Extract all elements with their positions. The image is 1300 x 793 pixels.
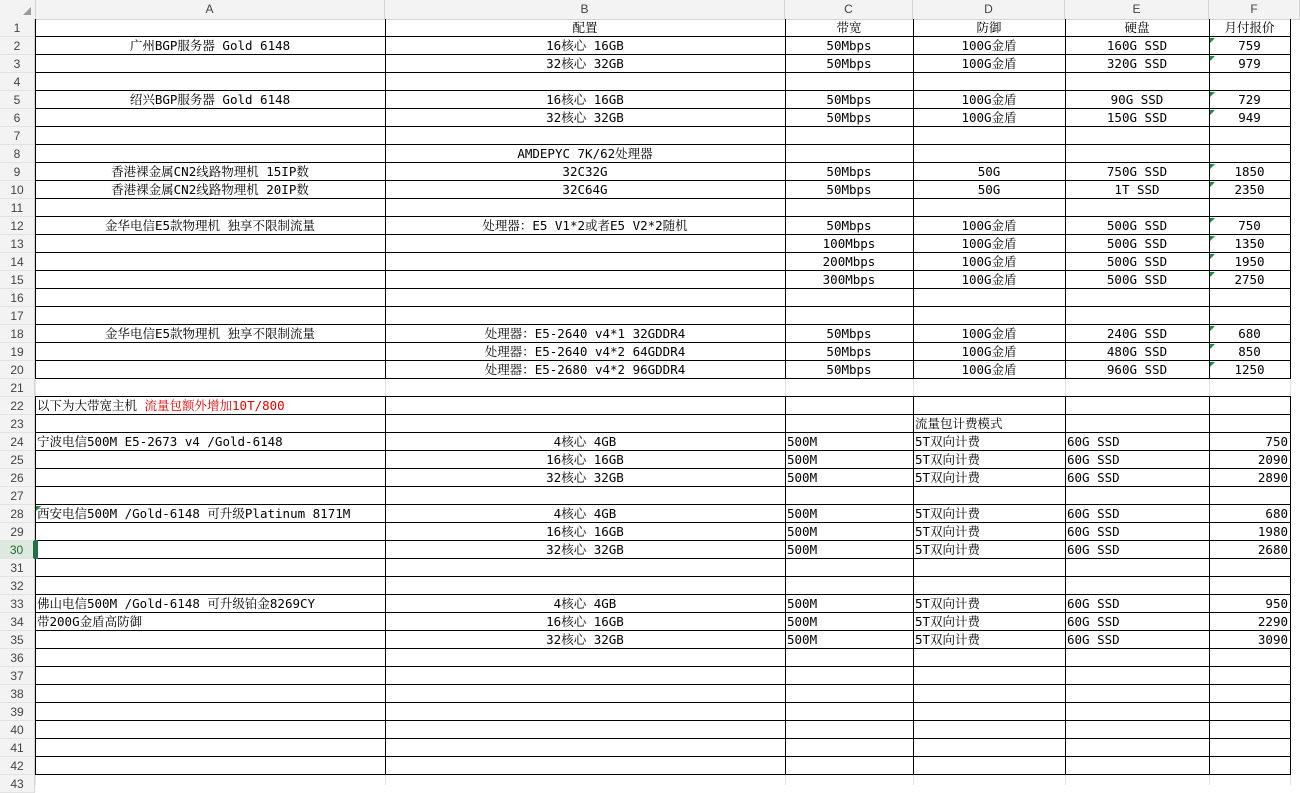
row-header-28[interactable]: 28: [0, 505, 35, 523]
cell-c34[interactable]: 500M: [787, 614, 818, 629]
cell-e25[interactable]: 60G SSD: [1067, 452, 1120, 467]
cell-d9[interactable]: 50G: [977, 164, 1001, 179]
cell-b19[interactable]: 处理器：E5-2640 v4*2 64GDDR4: [484, 344, 686, 359]
header-b: 配置: [572, 20, 598, 35]
cell-d3[interactable]: 100G金盾: [961, 56, 1017, 71]
cell-c24[interactable]: 500M: [787, 434, 818, 449]
cell-border: [1290, 19, 1291, 379]
row-header-42[interactable]: 42: [0, 757, 35, 775]
header-e: 硬盘: [1124, 20, 1150, 35]
row-header-15[interactable]: 15: [0, 271, 35, 289]
cell-border: [35, 738, 1291, 739]
cell-border: [35, 306, 1291, 307]
cell-e18[interactable]: 240G SSD: [1106, 326, 1168, 341]
row-header-29[interactable]: 29: [0, 523, 35, 541]
cell-e2[interactable]: 160G SSD: [1106, 38, 1168, 53]
cell-d12[interactable]: 100G金盾: [961, 218, 1017, 233]
cell-d13[interactable]: 100G金盾: [961, 236, 1017, 251]
row-header-9[interactable]: 9: [0, 163, 35, 181]
cell-d25[interactable]: 5T双向计费: [915, 452, 981, 467]
cell-d18[interactable]: 100G金盾: [961, 326, 1017, 341]
cell-b24[interactable]: 4核心 4GB: [553, 434, 617, 449]
row-header-39[interactable]: 39: [0, 703, 35, 721]
cell-b33[interactable]: 4核心 4GB: [553, 596, 617, 611]
cell-d35[interactable]: 5T双向计费: [915, 632, 981, 647]
cell-e29[interactable]: 60G SSD: [1067, 524, 1120, 539]
cell-b8[interactable]: AMDEPYC 7K/62处理器: [517, 146, 653, 161]
cell-indicator: [36, 506, 41, 511]
cell-b25[interactable]: 16核心 16GB: [546, 452, 624, 467]
row-header-16[interactable]: 16: [0, 289, 35, 307]
header-d: 防御: [976, 20, 1002, 35]
cell-a22[interactable]: [35, 397, 285, 415]
row-header-3[interactable]: 3: [0, 55, 35, 73]
cell-d33[interactable]: 5T双向计费: [915, 596, 981, 611]
row-header-22[interactable]: 22: [0, 397, 35, 415]
cell-a34[interactable]: 带200G金盾高防御: [37, 614, 143, 629]
column-header-a[interactable]: A: [35, 0, 385, 19]
cell-c30[interactable]: 500M: [787, 542, 818, 557]
cell-f6[interactable]: 949: [1238, 110, 1261, 125]
row-header-19[interactable]: 19: [0, 343, 35, 361]
cell-b29[interactable]: 16核心 16GB: [546, 524, 624, 539]
cell-f13[interactable]: 1350: [1234, 236, 1265, 251]
cell-border: [1290, 396, 1291, 775]
cell-c12[interactable]: 50Mbps: [826, 218, 872, 233]
cell-d23[interactable]: 流量包计费模式: [915, 416, 1003, 431]
number-stored-as-text-indicator: [1210, 236, 1215, 241]
cell-c3[interactable]: 50Mbps: [826, 56, 872, 71]
cell-f29[interactable]: 1980: [1257, 524, 1288, 539]
number-stored-as-text-indicator: [1210, 38, 1215, 43]
cell-c10[interactable]: 50Mbps: [826, 182, 872, 197]
cell-a5[interactable]: 绍兴BGP服务器 Gold 6148: [129, 92, 291, 107]
column-header-c[interactable]: C: [785, 0, 913, 19]
cell-b34[interactable]: 16核心 16GB: [546, 614, 624, 629]
cell-c13[interactable]: 100Mbps: [822, 236, 876, 251]
cell-a10[interactable]: 香港裸金属CN2线路物理机 20IP数: [111, 182, 309, 197]
cell-d5[interactable]: 100G金盾: [961, 92, 1017, 107]
cell-f2[interactable]: 759: [1238, 38, 1261, 53]
cell-e12[interactable]: 500G SSD: [1106, 218, 1168, 233]
number-stored-as-text-indicator: [1210, 362, 1215, 367]
row-header-26[interactable]: 26: [0, 469, 35, 487]
row-header-8[interactable]: 8: [0, 145, 35, 163]
row-header-38[interactable]: 38: [0, 685, 35, 703]
row-header-34[interactable]: 34: [0, 613, 35, 631]
row-header-21[interactable]: 21: [0, 379, 35, 397]
row-header-14[interactable]: 14: [0, 253, 35, 271]
cell-f12[interactable]: 750: [1238, 218, 1261, 233]
row-header-24[interactable]: 24: [0, 433, 35, 451]
cell-b35[interactable]: 32核心 32GB: [546, 632, 624, 647]
cell-e3[interactable]: 320G SSD: [1106, 56, 1168, 71]
select-all-corner[interactable]: [0, 0, 36, 19]
row-header-32[interactable]: 32: [0, 577, 35, 595]
cell-a9[interactable]: 香港裸金属CN2线路物理机 15IP数: [111, 164, 309, 179]
cell-d29[interactable]: 5T双向计费: [915, 524, 981, 539]
cell-e19[interactable]: 480G SSD: [1106, 344, 1168, 359]
header-c: 带宽: [836, 20, 862, 35]
cell-c33[interactable]: 500M: [787, 596, 818, 611]
column-header-f[interactable]: F: [1209, 0, 1300, 19]
cell-f24[interactable]: 750: [1265, 434, 1288, 449]
cell-c29[interactable]: 500M: [787, 524, 818, 539]
select-all-triangle-icon: [23, 7, 31, 15]
cell-c18[interactable]: 50Mbps: [826, 326, 872, 341]
cell-e30[interactable]: 60G SSD: [1067, 542, 1120, 557]
cell-c6[interactable]: 50Mbps: [826, 110, 872, 125]
row-header-13[interactable]: 13: [0, 235, 35, 253]
selected-cell-a30[interactable]: [34, 540, 38, 559]
cell-d30[interactable]: 5T双向计费: [915, 542, 981, 557]
cell-border: [35, 774, 1291, 775]
row-header-11[interactable]: 11: [0, 199, 35, 217]
cell-f9[interactable]: 1850: [1234, 164, 1265, 179]
row-header-40[interactable]: 40: [0, 721, 35, 739]
number-stored-as-text-indicator: [1210, 92, 1215, 97]
cell-f20[interactable]: 1250: [1234, 362, 1265, 377]
row-header-6[interactable]: 6: [0, 109, 35, 127]
cell-c19[interactable]: 50Mbps: [826, 344, 872, 359]
number-stored-as-text-indicator: [1210, 110, 1215, 115]
cell-e10[interactable]: 1T SSD: [1114, 182, 1160, 197]
cell-f15[interactable]: 2750: [1234, 272, 1265, 287]
cell-c2[interactable]: 50Mbps: [826, 38, 872, 53]
cell-f5[interactable]: 729: [1238, 92, 1261, 107]
row-header-20[interactable]: 20: [0, 361, 35, 379]
cell-e26[interactable]: 60G SSD: [1067, 470, 1120, 485]
cell-a12[interactable]: 金华电信E5款物理机 独享不限制流量: [104, 218, 316, 233]
row-header-17[interactable]: 17: [0, 307, 35, 325]
cell-d6[interactable]: 100G金盾: [961, 110, 1017, 125]
cell-border: [35, 720, 1291, 721]
row-header-25[interactable]: 25: [0, 451, 35, 469]
cell-e35[interactable]: 60G SSD: [1067, 632, 1120, 647]
cell-e13[interactable]: 500G SSD: [1106, 236, 1168, 251]
cell-c26[interactable]: 500M: [787, 470, 818, 485]
number-stored-as-text-indicator: [1210, 326, 1215, 331]
cell-c35[interactable]: 500M: [787, 632, 818, 647]
number-stored-as-text-indicator: [1210, 164, 1215, 169]
cell-b2[interactable]: 16核心 16GB: [546, 38, 624, 53]
traffic-package-note: 流量包额外增加10T/800: [144, 398, 285, 413]
row-header-7[interactable]: 7: [0, 127, 35, 145]
column-header-b[interactable]: B: [385, 0, 785, 19]
cell-b12[interactable]: 处理器：E5 V1*2或者E5 V2*2随机: [482, 218, 688, 233]
cell-c28[interactable]: 500M: [787, 506, 818, 521]
row-header-31[interactable]: 31: [0, 559, 35, 577]
cell-a2[interactable]: 广州BGP服务器 Gold 6148: [129, 38, 291, 53]
cell-e34[interactable]: 60G SSD: [1067, 614, 1120, 629]
cell-d15[interactable]: 100G金盾: [961, 272, 1017, 287]
cell-d14[interactable]: 100G金盾: [961, 254, 1017, 269]
cell-d19[interactable]: 100G金盾: [961, 344, 1017, 359]
row-header-37[interactable]: 37: [0, 667, 35, 685]
row-header-1[interactable]: 1: [0, 19, 35, 37]
cell-d2[interactable]: 100G金盾: [961, 38, 1017, 53]
cell-b26[interactable]: 32核心 32GB: [546, 470, 624, 485]
cell-f26[interactable]: 2890: [1257, 470, 1288, 485]
row-header-30[interactable]: 30: [0, 541, 35, 559]
cell-a33[interactable]: 佛山电信500M /Gold-6148 可升级铂金8269CY: [37, 596, 316, 611]
cell-f35[interactable]: 3090: [1257, 632, 1288, 647]
number-stored-as-text-indicator: [1210, 56, 1215, 61]
cell-border: [35, 576, 1291, 577]
cell-b6[interactable]: 32核心 32GB: [546, 110, 624, 125]
column-header-e[interactable]: E: [1065, 0, 1209, 19]
cell-e33[interactable]: 60G SSD: [1067, 596, 1120, 611]
row-header-36[interactable]: 36: [0, 649, 35, 667]
cell-b20[interactable]: 处理器：E5-2680 v4*2 96GDDR4: [484, 362, 686, 377]
cell-border: [35, 756, 1291, 757]
cell-f19[interactable]: 850: [1238, 344, 1261, 359]
row-header-10[interactable]: 10: [0, 181, 35, 199]
cell-b5[interactable]: 16核心 16GB: [546, 92, 624, 107]
cell-f34[interactable]: 2290: [1257, 614, 1288, 629]
row-header-43[interactable]: 43: [0, 775, 35, 793]
cell-b28[interactable]: 4核心 4GB: [553, 506, 617, 521]
cell-e24[interactable]: 60G SSD: [1067, 434, 1120, 449]
cell-f25[interactable]: 2090: [1257, 452, 1288, 467]
number-stored-as-text-indicator: [1210, 344, 1215, 349]
big-bandwidth-intro: 以下为大带宽主机: [37, 398, 145, 413]
cell-d28[interactable]: 5T双向计费: [915, 506, 981, 521]
row-header-23[interactable]: 23: [0, 415, 35, 433]
cell-b9[interactable]: 32C32G: [562, 164, 608, 179]
row-header-33[interactable]: 33: [0, 595, 35, 613]
number-stored-as-text-indicator: [1210, 272, 1215, 277]
cell-f30[interactable]: 2680: [1257, 542, 1288, 557]
cell-e5[interactable]: 90G SSD: [1110, 92, 1164, 107]
row-header-27[interactable]: 27: [0, 487, 35, 505]
cell-border: [35, 396, 36, 775]
cell-c20[interactable]: 50Mbps: [826, 362, 872, 377]
number-stored-as-text-indicator: [1210, 218, 1215, 223]
cell-c5[interactable]: 50Mbps: [826, 92, 872, 107]
cell-b30[interactable]: 32核心 32GB: [546, 542, 624, 557]
cell-f10[interactable]: 2350: [1234, 182, 1265, 197]
number-stored-as-text-indicator: [1210, 182, 1215, 187]
cell-f3[interactable]: 979: [1238, 56, 1261, 71]
row-header-18[interactable]: 18: [0, 325, 35, 343]
cell-border: [35, 666, 1291, 667]
row-header-2[interactable]: 2: [0, 37, 35, 55]
column-header-d[interactable]: D: [913, 0, 1065, 19]
header-f: 月付报价: [1224, 20, 1275, 35]
cell-b10[interactable]: 32C64G: [562, 182, 608, 197]
cell-e15[interactable]: 500G SSD: [1106, 272, 1168, 287]
cell-b18[interactable]: 处理器：E5-2640 v4*1 32GDDR4: [484, 326, 686, 341]
cell-c25[interactable]: 500M: [787, 452, 818, 467]
cell-b3[interactable]: 32核心 32GB: [546, 56, 624, 71]
cell-f28[interactable]: 680: [1265, 506, 1288, 521]
row-header-41[interactable]: 41: [0, 739, 35, 757]
cell-d26[interactable]: 5T双向计费: [915, 470, 981, 485]
cell-f18[interactable]: 680: [1238, 326, 1261, 341]
cell-e28[interactable]: 60G SSD: [1067, 506, 1120, 521]
cell-a28[interactable]: 西安电信500M /Gold-6148 可升级Platinum 8171M: [37, 506, 351, 521]
cell-a18[interactable]: 金华电信E5款物理机 独享不限制流量: [104, 326, 316, 341]
cell-e20[interactable]: 960G SSD: [1106, 362, 1168, 377]
cell-e6[interactable]: 150G SSD: [1106, 110, 1168, 125]
cell-f14[interactable]: 1950: [1234, 254, 1265, 269]
number-stored-as-text-indicator: [1210, 254, 1215, 259]
cell-c15[interactable]: 300Mbps: [822, 272, 876, 287]
row-header-35[interactable]: 35: [0, 631, 35, 649]
cell-e9[interactable]: 750G SSD: [1106, 164, 1168, 179]
cell-d24[interactable]: 5T双向计费: [915, 434, 981, 449]
row-header-12[interactable]: 12: [0, 217, 35, 235]
cell-e14[interactable]: 500G SSD: [1106, 254, 1168, 269]
row-header-4[interactable]: 4: [0, 73, 35, 91]
cell-d10[interactable]: 50G: [977, 182, 1001, 197]
cell-c14[interactable]: 200Mbps: [822, 254, 876, 269]
row-header-5[interactable]: 5: [0, 91, 35, 109]
cell-c9[interactable]: 50Mbps: [826, 164, 872, 179]
cell-f33[interactable]: 950: [1265, 596, 1288, 611]
cell-d34[interactable]: 5T双向计费: [915, 614, 981, 629]
cell-d20[interactable]: 100G金盾: [961, 362, 1017, 377]
cell-border: [35, 684, 1291, 685]
cell-border: [35, 702, 1291, 703]
cell-a24[interactable]: 宁波电信500M E5-2673 v4 /Gold-6148: [37, 434, 283, 449]
